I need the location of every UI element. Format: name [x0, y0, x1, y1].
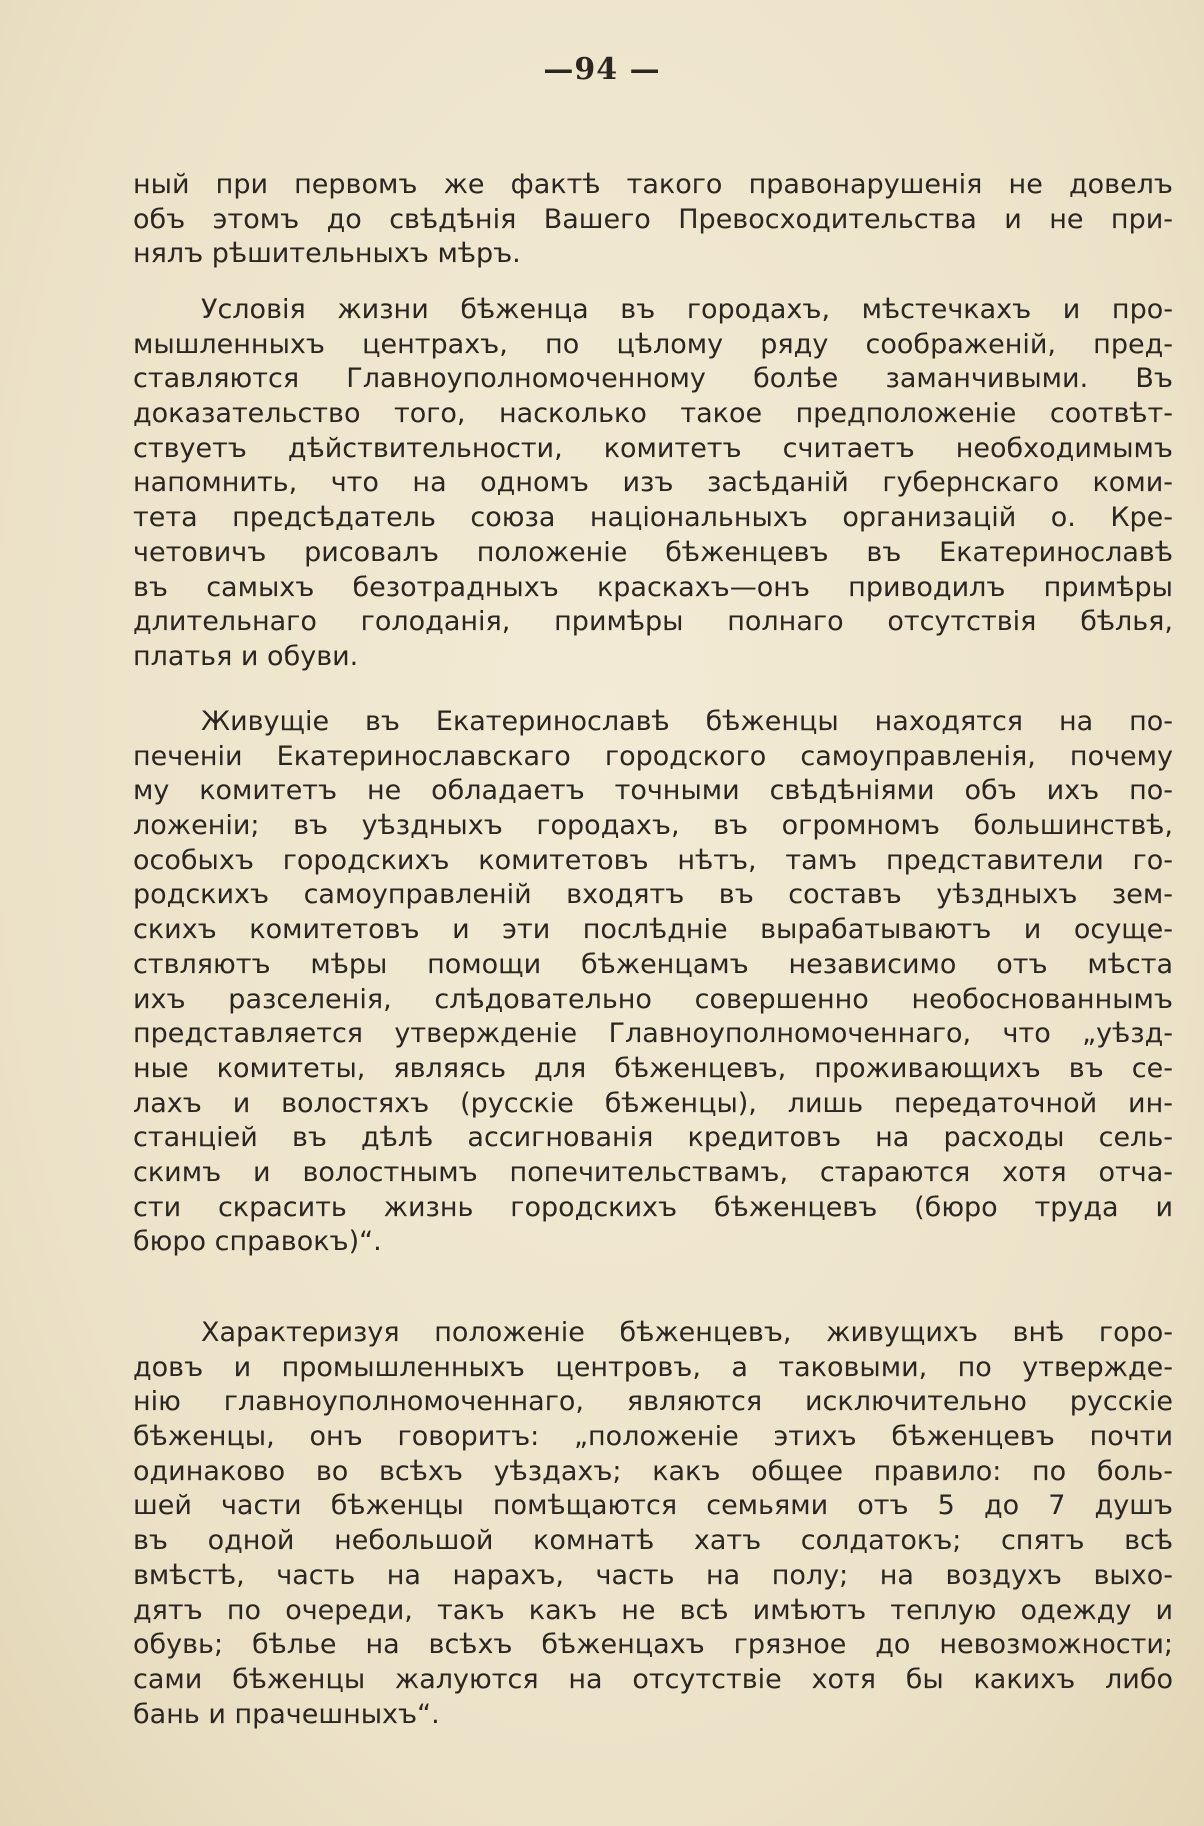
text-line: сти скрасить жизнь городскихъ бѣженцевъ (бюро труда и [133, 1191, 1173, 1223]
text-line: станціей въ дѣлѣ ассигнованія кредитовъ на расходы сель- [133, 1122, 1173, 1154]
paragraph-living-conditions [133, 293, 1173, 675]
text-line: скимъ и волостнымъ попечительствамъ, стараются хотя отча- [133, 1156, 1173, 1188]
text-line: бюро справокъ)“. [133, 1226, 382, 1258]
text-line: мышленныхъ центрахъ, по цѣлому ряду соображеній, пред- [133, 328, 1173, 360]
text-line: шей части бѣженцы помѣщаются семьями отъ 5 до 7 душъ [133, 1490, 1173, 1522]
text-line: тета предсѣдатель союза національныхъ организацій о. Кре- [133, 502, 1173, 534]
text-line: ный при первомъ же фактѣ такого правонарушенія не довелъ [133, 169, 1173, 200]
text-line: представляется утвержденіе Главноуполномоченнаго, что „уѣзд- [133, 1018, 1173, 1050]
text-line: напомнить, что на одномъ изъ засѣданій губернскаго коми- [133, 467, 1173, 499]
text-line: въ одной небольшой комнатѣ хатъ солдатокъ; спятъ всѣ [133, 1525, 1173, 1557]
page-number: —94 — [543, 52, 661, 87]
paragraph-ekaterinoslav-refugees [133, 705, 1173, 1260]
text-line: вмѣстѣ, часть на нарахъ, часть на полу; на воздухъ выхо- [133, 1559, 1173, 1591]
text-line: печеніи Екатеринославскаго городского самоуправленія, почему [133, 740, 1173, 772]
text-line: особыхъ городскихъ комитетовъ нѣтъ, тамъ представители го- [133, 844, 1173, 876]
text-line: ихъ разселенія, слѣдовательно совершенно необоснованнымъ [133, 983, 1173, 1015]
text-line: доказательство того, насколько такое предположеніе соотвѣт- [133, 398, 1173, 430]
text-line: лахъ и волостяхъ (русскіе бѣженцы), лишь передаточной ин- [133, 1087, 1173, 1119]
text-line: четовичъ рисовалъ положеніе бѣженцевъ въ Екатеринославѣ [133, 536, 1173, 568]
paragraph-rural-refugees [133, 1316, 1173, 1732]
text-line: нію главноуполномоченнаго, являются исключительно русскіе [133, 1386, 1173, 1418]
text-line: Характеризуя положеніе бѣженцевъ, живущихъ внѣ горо- [201, 1317, 1173, 1348]
text-line: Условія жизни бѣженца въ городахъ, мѣстечкахъ и про- [201, 294, 1173, 325]
text-line: скихъ комитетовъ и эти послѣдніе вырабатываютъ и осуще- [133, 914, 1173, 946]
text-line: бѣженцы, онъ говоритъ: „положеніе этихъ бѣженцевъ почти [133, 1421, 1173, 1453]
text-line: объ этомъ до свѣдѣнія Вашего Превосходительства и не при- [133, 203, 1173, 235]
text-line: длительнаго голоданія, примѣры полнаго отсутствія бѣлья, [133, 606, 1173, 638]
text-line: ставляются Главноуполномоченному болѣе заманчивыми. Въ [133, 363, 1173, 395]
text-line: Живущіе въ Екатеринославѣ бѣженцы находятся на по- [201, 706, 1173, 737]
text-line: сами бѣженцы жалуются на отсутствіе хотя бы какихъ либо [133, 1663, 1173, 1695]
paragraph-continuation [133, 168, 1173, 272]
text-line: бань и прачешныхъ“. [133, 1698, 440, 1730]
text-line: одинаково во всѣхъ уѣздахъ; какъ общее правило: по боль- [133, 1455, 1173, 1487]
text-line: родскихъ самоуправленій входятъ въ составъ уѣздныхъ зем- [133, 879, 1173, 911]
text-line: дятъ по очереди, такъ какъ не всѣ имѣютъ теплую одежду и [133, 1594, 1173, 1626]
text-line: ложеніи; въ уѣздныхъ городахъ, въ огромномъ большинствѣ, [133, 810, 1173, 842]
text-line: нялъ рѣшительныхъ мѣръ. [133, 238, 521, 270]
text-line: платья и обуви. [133, 640, 359, 672]
text-line: обувь; бѣлье на всѣхъ бѣженцахъ грязное до невозможности; [133, 1629, 1173, 1661]
text-line: ствуетъ дѣйствительности, комитетъ считаетъ необходимымъ [133, 432, 1173, 464]
text-line: ные комитеты, являясь для бѣженцевъ, проживающихъ въ се- [133, 1052, 1173, 1084]
text-line: въ самыхъ безотрадныхъ краскахъ—онъ приводилъ примѣры [133, 571, 1173, 603]
text-line: му комитетъ не обладаетъ точными свѣдѣніями объ ихъ по- [133, 775, 1173, 807]
text-line: ствляютъ мѣры помощи бѣженцамъ независимо отъ мѣста [133, 948, 1173, 980]
text-line: довъ и промышленныхъ центровъ, а таковыми, по утвержде- [133, 1351, 1173, 1383]
